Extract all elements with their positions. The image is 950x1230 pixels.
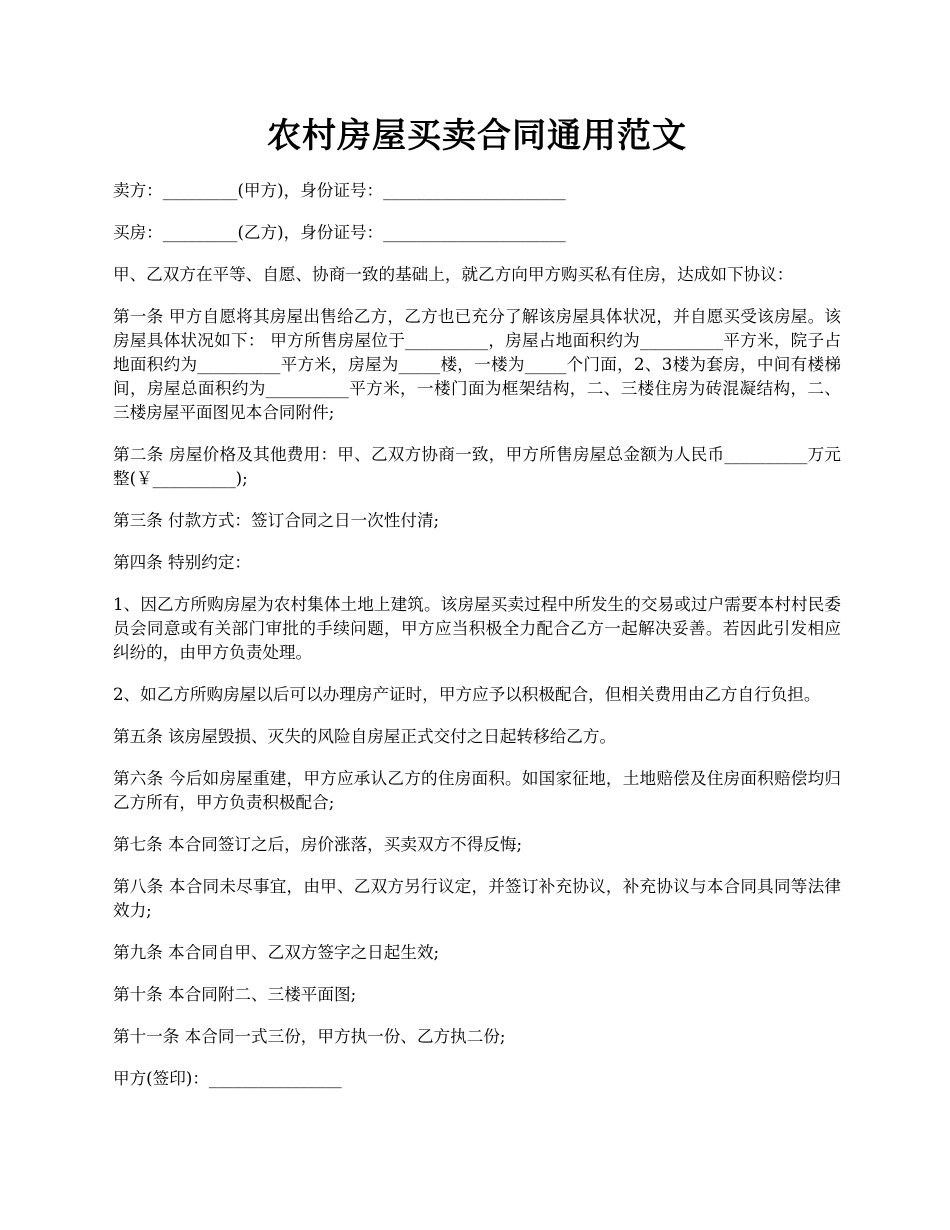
- article-2: 第二条 房屋价格及其他费用：甲、乙双方协商一致，甲方所售房屋总金额为人民币__________万元整(￥__________);: [113, 445, 841, 488]
- document-page: [113, 112, 841, 1109]
- seller-line: 卖方：_________(甲方)，身份证号：______________________: [113, 181, 566, 200]
- preamble: 甲、乙双方在平等、自愿、协商一致的基础上，就乙方向甲方购买私有住房，达成如下协议：: [113, 265, 794, 284]
- article-9: 第九条 本合同自甲、乙双方签字之日起生效;: [113, 943, 440, 962]
- article-6: 第六条 今后如房屋重建，甲方应承认乙方的住房面积。如国家征地，土地赔偿及住房面积赔偿均归乙方所有，甲方负责积极配合;: [113, 769, 841, 812]
- article-11: 第十一条 本合同一式三份，甲方执一份、乙方执二份;: [113, 1027, 506, 1046]
- article-10: 第十条 本合同附二、三楼平面图;: [113, 985, 357, 1004]
- article-5: 第五条 该房屋毁损、灭失的风险自房屋正式交付之日起转移给乙方。: [113, 727, 617, 746]
- article-4: 第四条 特别约定：: [113, 553, 252, 572]
- buyer-line: 买房：_________(乙方)，身份证号：______________________: [113, 223, 566, 242]
- article-4-item-1: 1、因乙方所购房屋为农村集体土地上建筑。该房屋买卖过程中所发生的交易或过户需要本村村民委员会同意或有关部门审批的手续问题，甲方应当积极全力配合乙方一起解决妥善。若因此引发相应纠纷的，由甲方负责处理。: [113, 595, 841, 662]
- article-7: 第七条 本合同签订之后，房价涨落，买卖双方不得反悔;: [113, 835, 523, 854]
- article-1: 第一条 甲方自愿将其房屋出售给乙方，乙方也已充分了解该房屋具体状况，并自愿买受该房屋。该房屋具体状况如下： 甲方所售房屋位于__________，房屋占地面积约为__________平方米，院子占地面积约为__________平方米，房屋为_____楼，一楼为_____个门面，2、3楼为套房，中间有楼梯间，房屋总面积约为__________平方米，一楼门面为框架结构，二、三楼住房为砖混凝结构，二、三楼房屋平面图见本合同附件;: [113, 307, 841, 422]
- article-4-item-2: 2、如乙方所购房屋以后可以办理房产证时，甲方应予以积极配合，但相关费用由乙方自行负担。: [113, 685, 821, 704]
- article-3: 第三条 付款方式：签订合同之日一次性付清;: [113, 511, 440, 530]
- party-a-signature-line: 甲方(签印)：________________: [113, 1069, 342, 1088]
- document-title: 农村房屋买卖合同通用范文: [267, 116, 687, 156]
- article-8: 第八条 本合同未尽事宜，由甲、乙双方另行议定，并签订补充协议，补充协议与本合同具同等法律效力;: [113, 877, 841, 920]
